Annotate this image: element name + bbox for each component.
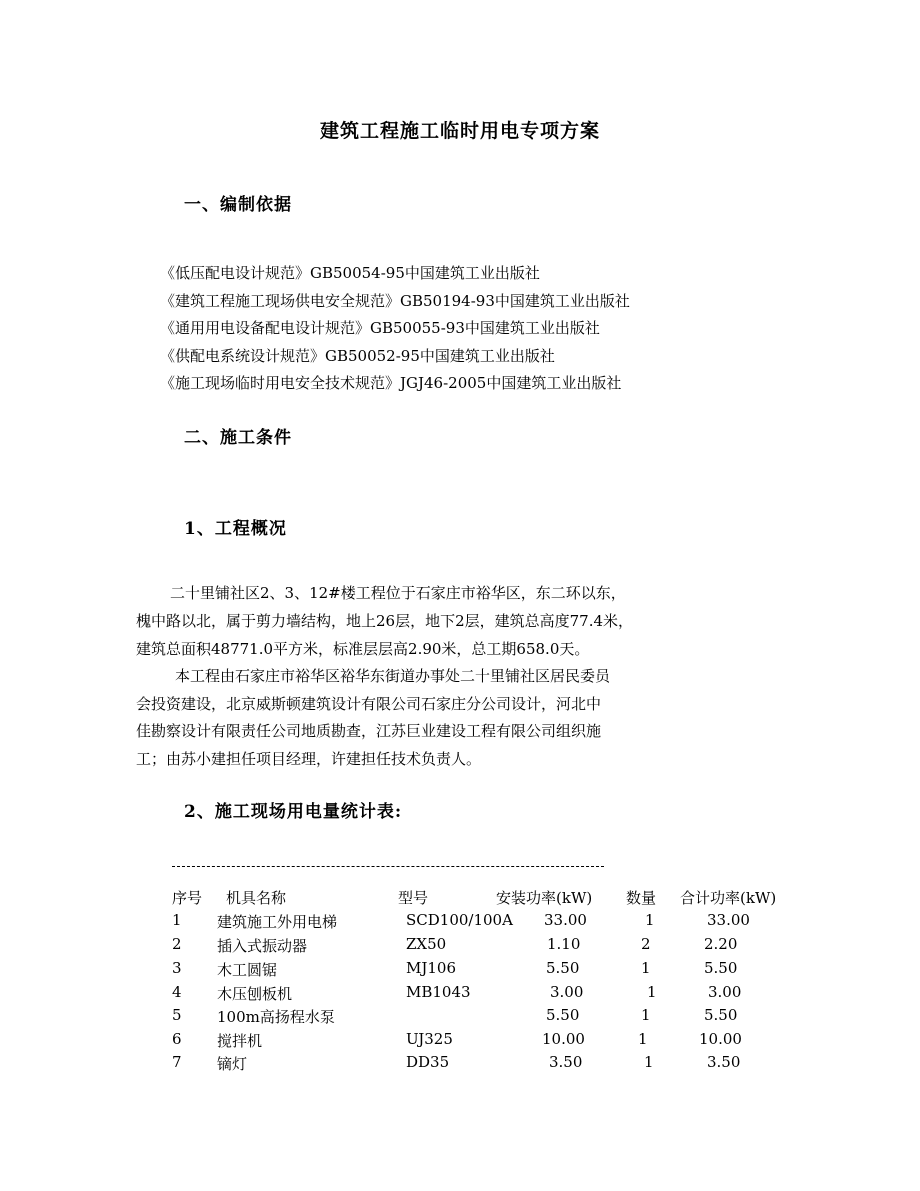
table-cell-qty: 1: [645, 911, 655, 929]
subsection-heading-overview: 1、工程概况: [184, 519, 287, 539]
paragraph-line: 工；由苏小建担任项目经理，许建担任技术负责人。: [136, 750, 482, 768]
paragraph-line: 建筑总面积48771.0平方米，标准层层高2.90米，总工期658.0天。: [136, 640, 590, 658]
table-cell-no: 2: [172, 935, 182, 953]
table-header-power: 安装功率(kW): [496, 889, 593, 907]
table-cell-total: 10.00: [699, 1030, 742, 1048]
table-header-no: 序号: [172, 889, 203, 907]
table-header-model: 型号: [398, 889, 429, 907]
table-cell-qty: 1: [641, 1006, 651, 1024]
section-heading-conditions: 二、施工条件: [184, 428, 292, 448]
table-cell-qty: 1: [644, 1053, 654, 1071]
reference-item: 《施工现场临时用电安全技术规范》JGJ46-2005中国建筑工业出版社: [160, 374, 622, 392]
reference-item: 《供配电系统设计规范》GB50052-95中国建筑工业出版社: [160, 347, 555, 365]
reference-item: 《低压配电设计规范》GB50054-95中国建筑工业出版社: [160, 264, 540, 282]
table-cell-no: 6: [172, 1030, 182, 1048]
table-cell-total: 5.50: [704, 1006, 738, 1024]
table-header-name: 机具名称: [226, 889, 287, 907]
table-cell-power: 10.00: [542, 1030, 585, 1048]
table-cell-power: 3.50: [549, 1053, 583, 1071]
table-cell-name: 建筑施工外用电梯: [217, 913, 338, 931]
table-cell-no: 4: [172, 983, 182, 1001]
reference-item: 《建筑工程施工现场供电安全规范》GB50194-93中国建筑工业出版社: [160, 292, 630, 310]
table-cell-power: 33.00: [544, 911, 587, 929]
paragraph-line: 本工程由石家庄市裕华区裕华东街道办事处二十里铺社区居民委员: [175, 667, 611, 685]
table-cell-no: 7: [172, 1053, 182, 1071]
table-cell-name: 木工圆锯: [217, 961, 278, 979]
paragraph-line: 会投资建设，北京威斯顿建筑设计有限公司石家庄分公司设计，河北中: [136, 695, 602, 713]
table-cell-model: DD35: [406, 1053, 450, 1071]
table-cell-model: MJ106: [406, 959, 457, 977]
table-cell-model: ZX50: [406, 935, 447, 953]
table-cell-qty: 2: [641, 935, 651, 953]
table-cell-model: MB1043: [406, 983, 471, 1001]
table-cell-model: SCD100/100A: [406, 911, 513, 929]
table-cell-qty: 1: [647, 983, 657, 1001]
table-cell-name: 木压刨板机: [217, 985, 293, 1003]
paragraph-line: 槐中路以北，属于剪力墙结构，地上26层，地下2层，建筑总高度77.4米，: [136, 612, 634, 630]
table-top-rule: [172, 866, 604, 867]
page-title: 建筑工程施工临时用电专项方案: [319, 120, 600, 142]
table-cell-total: 2.20: [704, 935, 738, 953]
table-cell-name: 插入式振动器: [217, 937, 308, 955]
table-cell-total: 3.00: [708, 983, 742, 1001]
table-cell-name: 搅拌机: [217, 1032, 263, 1050]
table-cell-name: 100m高扬程水泵: [217, 1008, 335, 1026]
table-header-total: 合计功率(kW): [680, 889, 777, 907]
subsection-heading-power-table: 2、施工现场用电量统计表:: [184, 802, 403, 822]
section-heading-basis: 一、编制依据: [184, 195, 292, 215]
paragraph-line: 佳勘察设计有限责任公司地质勘查，江苏巨业建设工程有限公司组织施: [136, 722, 602, 740]
table-cell-power: 5.50: [546, 959, 580, 977]
table-cell-power: 1.10: [547, 935, 581, 953]
reference-item: 《通用用电设备配电设计规范》GB50055-93中国建筑工业出版社: [160, 319, 600, 337]
table-cell-total: 33.00: [707, 911, 750, 929]
table-cell-model: UJ325: [406, 1030, 453, 1048]
table-cell-total: 5.50: [704, 959, 738, 977]
table-cell-power: 5.50: [546, 1006, 580, 1024]
table-cell-no: 1: [172, 911, 182, 929]
table-cell-qty: 1: [641, 959, 651, 977]
table-cell-total: 3.50: [707, 1053, 741, 1071]
table-cell-power: 3.00: [550, 983, 584, 1001]
table-header-qty: 数量: [626, 889, 657, 907]
paragraph-line: 二十里铺社区2、3、12#楼工程位于石家庄市裕华区，东二环以东，: [170, 584, 626, 602]
table-cell-no: 3: [172, 959, 182, 977]
table-cell-qty: 1: [638, 1030, 648, 1048]
table-cell-name: 镝灯: [217, 1055, 248, 1073]
table-cell-no: 5: [172, 1006, 182, 1024]
